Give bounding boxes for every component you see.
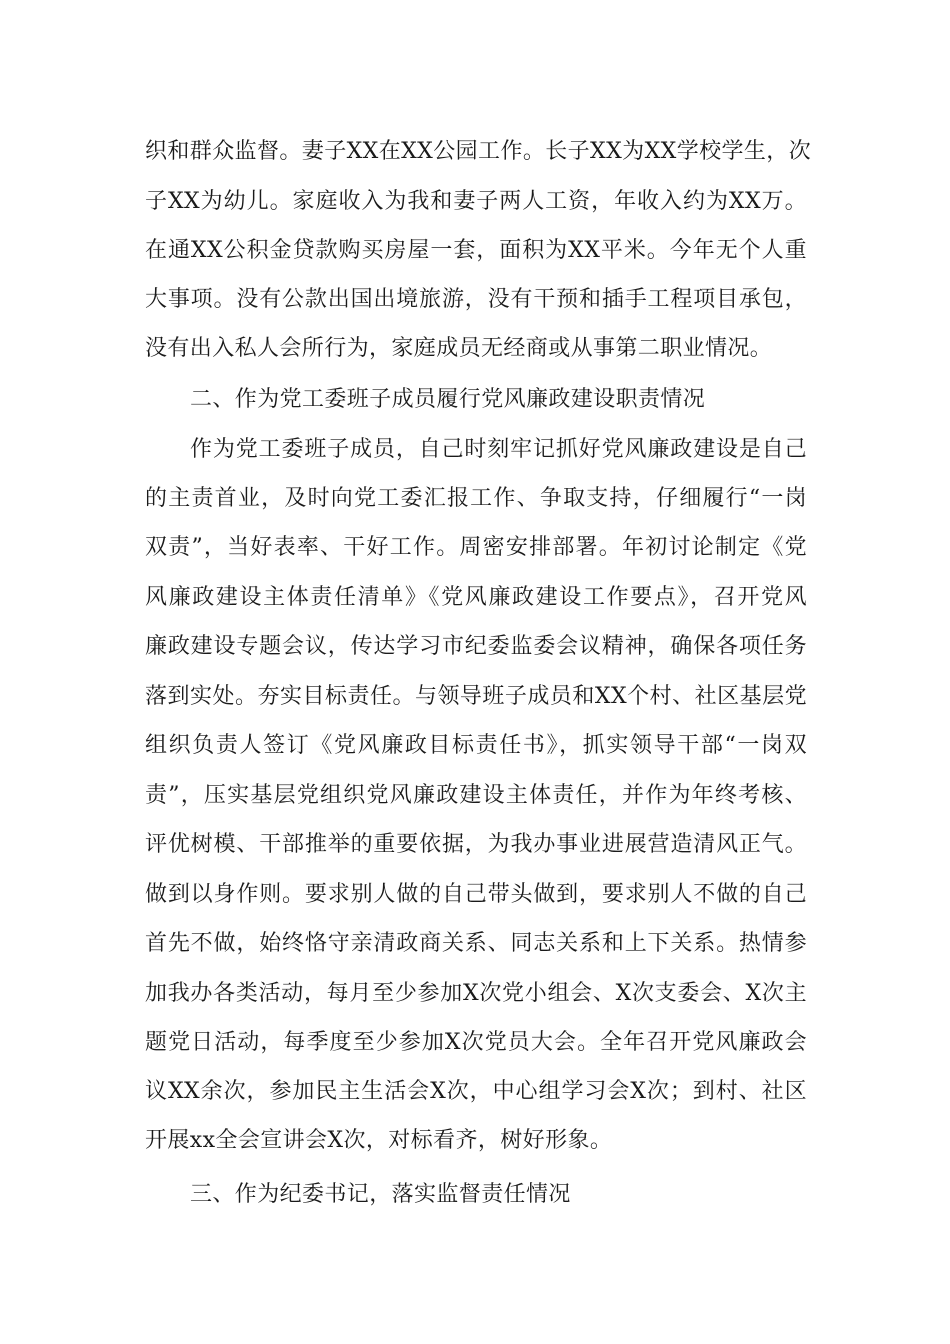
body-text-line: 在通XX公积金贷款购买房屋一套，面积为XX平米。今年无个人重	[145, 238, 807, 263]
body-text-line: 风廉政建设主体责任清单》《党风廉政建设工作要点》，召开党风	[145, 585, 807, 610]
body-text-line: 作为党工委班子成员，自己时刻牢记抓好党风廉政建设是自己	[190, 437, 807, 462]
body-text-line: 加我办各类活动，每月至少参加X次党小组会、X次支委会、X次主	[145, 981, 807, 1006]
section-heading-2: 二、作为党工委班子成员履行党风廉政建设职责情况	[190, 387, 706, 412]
body-text-line: 议XX余次，参加民主生活会X次，中心组学习会X次；到村、社区	[145, 1079, 807, 1104]
body-text-line: 大事项。没有公款出国出境旅游，没有干预和插手工程项目承包，	[145, 287, 807, 312]
body-text-line: 做到以身作则。要求别人做的自己带头做到，要求别人不做的自己	[145, 882, 807, 907]
body-text-line: 子XX为幼儿。家庭收入为我和妻子两人工资，年收入约为XX万。	[145, 189, 807, 214]
body-text-line: 题党日活动，每季度至少参加X次党员大会。全年召开党风廉政会	[145, 1030, 807, 1055]
body-text-line: 双责”，当好表率、干好工作。周密安排部署。年初讨论制定《党	[145, 535, 807, 560]
body-text-line: 开展xx全会宣讲会X次，对标看齐，树好形象。	[145, 1128, 613, 1153]
body-text-line: 责”，压实基层党组织党风廉政建设主体责任，并作为年终考核、	[145, 783, 807, 808]
body-text-line: 组织负责人签订《党风廉政目标责任书》，抓实领导干部“一岗双	[145, 733, 807, 758]
body-text-line: 评优树模、干部推举的重要依据，为我办事业进展营造清风正气。	[145, 832, 807, 857]
body-text-line: 没有出入私人会所行为，家庭成员无经商或从事第二职业情况。	[145, 336, 773, 361]
body-text-line: 廉政建设专题会议，传达学习市纪委监委会议精神，确保各项任务	[145, 634, 807, 659]
body-text-line: 的主责首业，及时向党工委汇报工作、争取支持，仔细履行“一岗	[145, 486, 807, 511]
body-text-line: 织和群众监督。妻子XX在XX公园工作。长子XX为XX学校学生，次	[145, 139, 812, 164]
section-heading-3: 三、作为纪委书记，落实监督责任情况	[190, 1182, 571, 1207]
body-text-line: 首先不做，始终恪守亲清政商关系、同志关系和上下关系。热情参	[145, 931, 807, 956]
body-text-line: 落到实处。夯实目标责任。与领导班子成员和XX个村、社区基层党	[145, 684, 807, 709]
